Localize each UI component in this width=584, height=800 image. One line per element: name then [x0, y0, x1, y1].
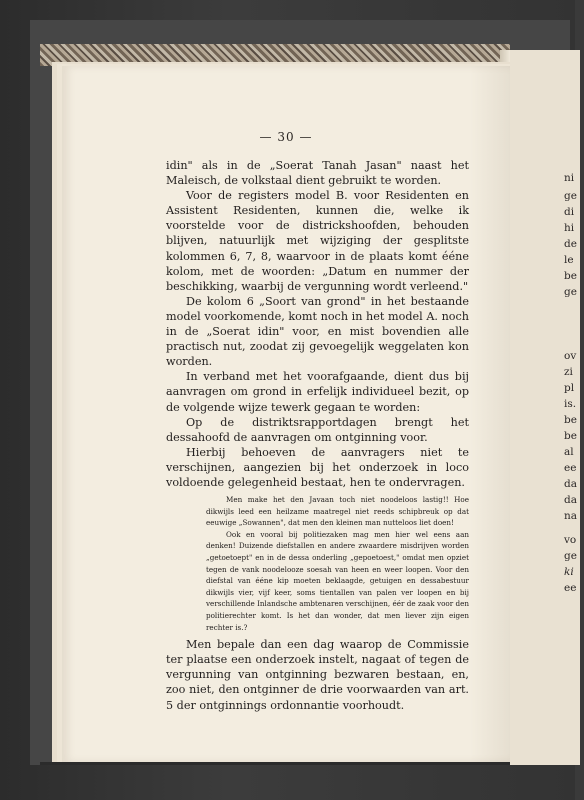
fragment: vo — [564, 534, 577, 546]
fragment: be — [564, 430, 577, 442]
fragment: di — [564, 206, 575, 218]
fragment: ee — [564, 462, 577, 474]
footnote: Ook en vooral bij politiezaken mag men hier wel eens aan denken! Duizende diefstallen en andere zwaardere misdrijven worden „getoetoept" en in de dessa onderling „gepoetoest," omdat men opziet tegen de vank noodelooze soesah van heen en weer loopen. Voor den diefstal van ééne kip moeten beklaagde, getuigen en dessabestuur dikwijls vier, vijf keer, soms tientallen van palen ver loopen en bij verschillende Inlandsche ambtenaren verschijnen, éér de zaak voor den politierechter komt. Is het dan wonder, dat men liever zijn eigen rechter is.? — [206, 529, 469, 632]
gutter-shadow — [470, 66, 510, 762]
fragment: hi — [564, 222, 575, 234]
paragraph: Voor de registers model B. voor Residenten en Assistent Residenten, kunnen die, welke ik voorstelde voor de districkshoofden, behouden blijven, natuurlijk met wijziging der gesplitste kolommen 6, 7, 8, waarvoor in de plaats komt ééne kolom, met de woorden: „Datum en nummer der beschikking, waarbij de vergunning wordt verleend." — [166, 189, 469, 293]
page-bottom-shadow — [40, 762, 510, 765]
fragment: ni — [564, 172, 575, 184]
fragment: ge — [564, 550, 577, 562]
fragment: ge — [564, 190, 577, 202]
fragment: al — [564, 446, 574, 458]
fragment: be — [564, 270, 577, 282]
fragment: ki — [564, 566, 574, 578]
fragment: ov — [564, 350, 577, 362]
fragment: be — [564, 414, 577, 426]
fragment: ee — [564, 582, 577, 594]
paragraph: Op de distriktsrapportdagen brengt het dessahoofd de aanvragen om ontginning voor. — [166, 415, 469, 444]
footnote-block — [166, 494, 469, 633]
fragment: ge — [564, 286, 577, 298]
fragment: da — [564, 478, 577, 490]
fragment: pl — [564, 382, 575, 394]
page-body — [166, 158, 469, 713]
fragment: is. — [564, 398, 577, 410]
fragment: zi — [564, 366, 573, 378]
fragment: na — [564, 510, 578, 522]
page-number: — 30 — — [259, 130, 313, 144]
paragraph: Men bepale dan een dag waarop de Commissie ter plaatse een onderzoek instelt, nagaat of tegen de vergunning van ontginning bezwaren bestaan, en, zoo niet, den ontginner de drie voorwaarden van art. 5 der ontginnings ordonnantie voorhoudt. — [166, 638, 469, 712]
fragment: da — [564, 494, 577, 506]
paragraph: De kolom 6 „Soort van grond" in het bestaande model voorkomende, komt noch in het model A. noch in de „Soerat idin" voor, en mist bovendien alle practisch nut, zoodat zij gevoegelijk weggelaten kon worden. — [166, 294, 469, 369]
footnote: Men make het den Javaan toch niet noodeloos lastig!! Hoe dikwijls leed een heilzame maatregel niet reeds schipbreuk op dat eeuwige „Sowannen", dat men den kleinen man nutteloos liet doen! — [206, 495, 469, 528]
fragment: de — [564, 238, 577, 250]
paragraph: idin" als in de „Soerat Tanah Jasan" naast het Maleisch, de volkstaal dient gebruikt te worden. — [166, 159, 469, 188]
paragraph: Hierbij behoeven de aanvragers niet te verschijnen, aangezien bij het onderzoek in loco voldoende gelegenheid bestaat, hen te ondervragen. — [166, 445, 469, 489]
paragraph: In verband met het voorafgaande, dient dus bij aanvragen om grond in erfelijk individueel bezit, op de volgende wijze tewerk gegaan te worden: — [166, 370, 469, 414]
fragment: le — [564, 254, 574, 266]
